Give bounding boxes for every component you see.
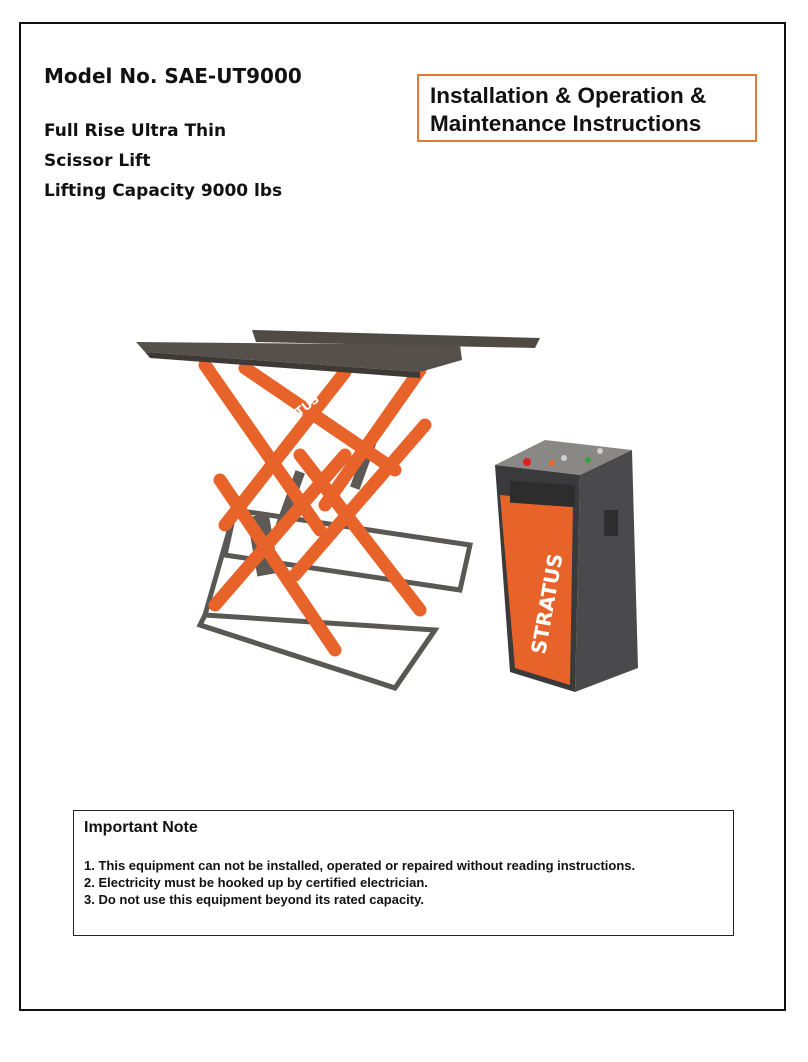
lift-platforms	[136, 330, 540, 378]
instructions-title-line-2: Maintenance Instructions	[430, 111, 702, 136]
lift-brand-label: STRATUS	[265, 391, 322, 441]
note-item-1: 1. This equipment can not be installed, operated or repaired without reading instructions.	[84, 858, 636, 873]
product-subtitle-line-3: Lifting Capacity 9000 lbs	[44, 181, 283, 201]
note-item-2: 2. Electricity must be hooked up by certified electrician.	[84, 875, 428, 890]
control-cabinet	[495, 440, 638, 692]
note-item-3: 3. Do not use this equipment beyond its rated capacity.	[84, 892, 424, 907]
important-note-box	[73, 810, 734, 936]
product-subtitle-line-1: Full Rise Ultra Thin	[44, 121, 227, 141]
product-subtitle-line-2: Scissor Lift	[44, 151, 151, 171]
instructions-title-line-1: Installation & Operation &	[430, 83, 707, 108]
instructions-title-box	[417, 74, 757, 142]
model-number-title: Model No. SAE-UT9000	[44, 64, 302, 88]
cabinet-brand-label: STRATUS	[526, 551, 568, 656]
important-note-title: Important Note	[84, 819, 198, 836]
scissor-lift-product-image	[130, 322, 650, 697]
